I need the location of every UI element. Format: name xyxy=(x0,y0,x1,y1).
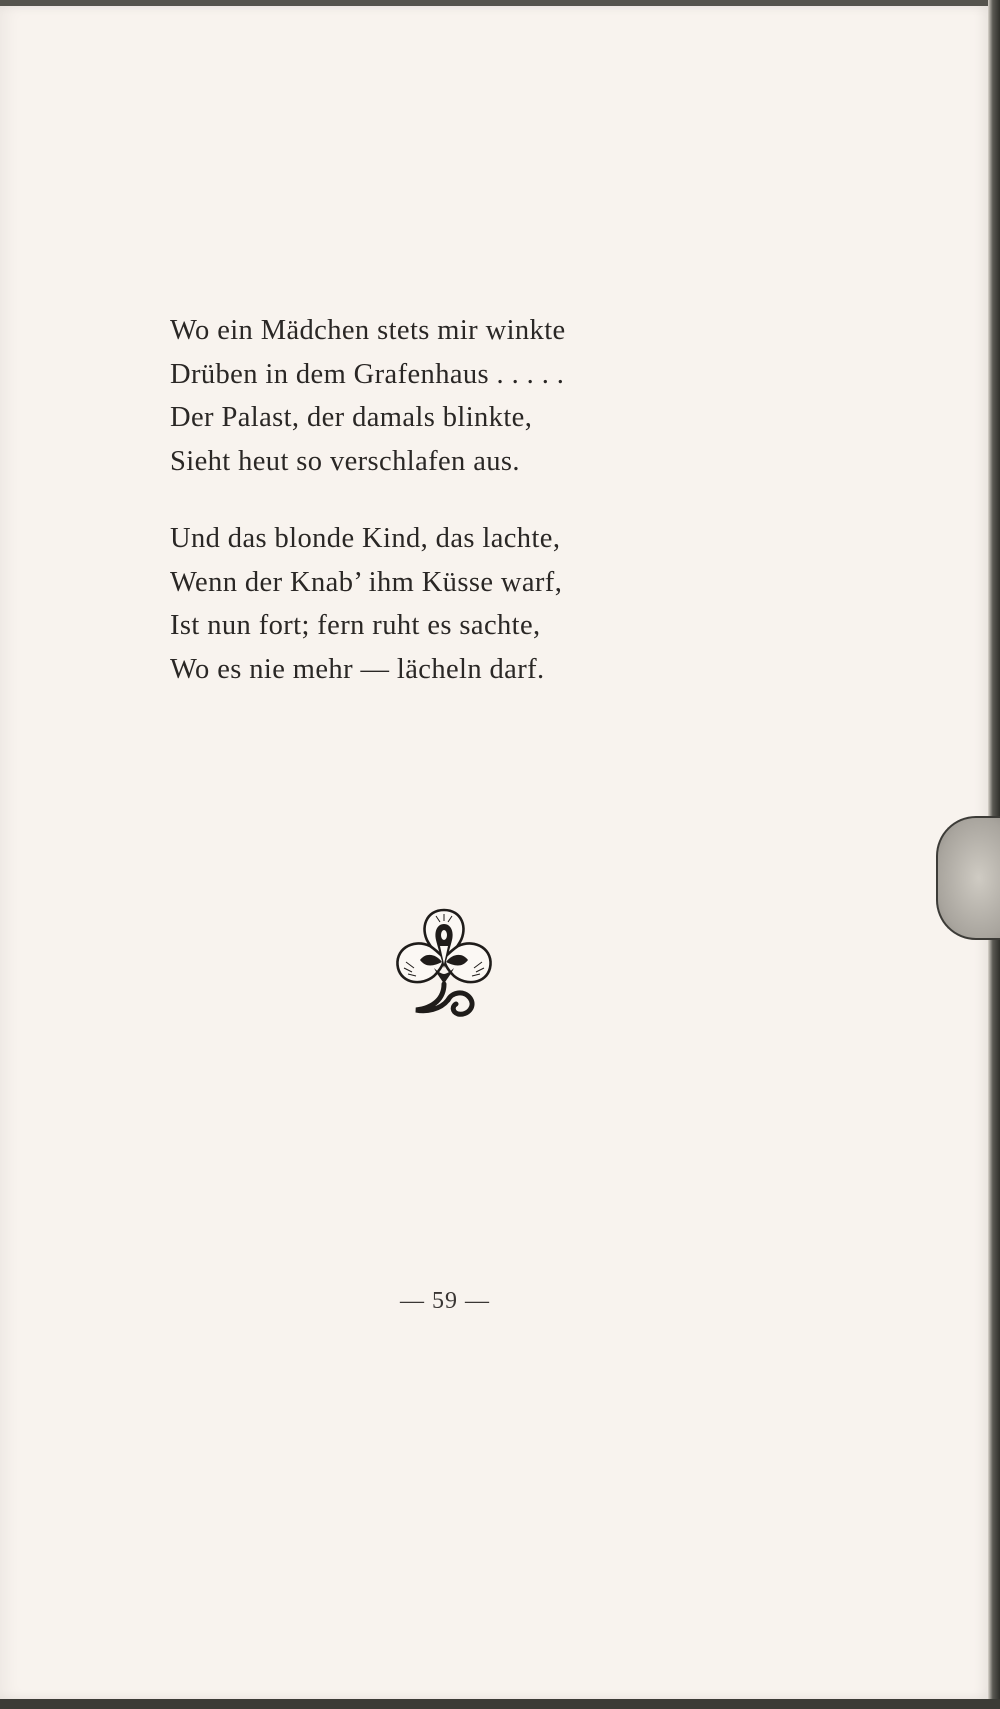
scan-bottom-edge xyxy=(0,1699,1000,1709)
page-number: — 59 — xyxy=(400,1288,490,1314)
poem-line: Wenn der Knab’ ihm Küsse warf, xyxy=(170,566,563,598)
poem-line: Wo es nie mehr — lächeln darf. xyxy=(170,653,545,685)
stanza-1 xyxy=(170,309,810,483)
poem-line: Drüben in dem Grafenhaus . . . . . xyxy=(170,358,565,390)
book-page xyxy=(0,6,991,1699)
poem-line: Und das blonde Kind, das lachte, xyxy=(170,523,561,554)
poem-line: Der Palast, der damals blinkte, xyxy=(170,402,533,433)
thumb-index-tab xyxy=(936,816,1000,940)
clover-flower-ornament-icon xyxy=(390,902,498,1026)
poem xyxy=(170,309,810,725)
poem-line: Ist nun fort; fern ruht es sachte, xyxy=(170,610,541,641)
stanza-2 xyxy=(170,517,810,691)
poem-line: Wo ein Mädchen stets mir winkte xyxy=(170,315,566,346)
poem-line: Sieht heut so verschlafen aus. xyxy=(170,445,520,477)
